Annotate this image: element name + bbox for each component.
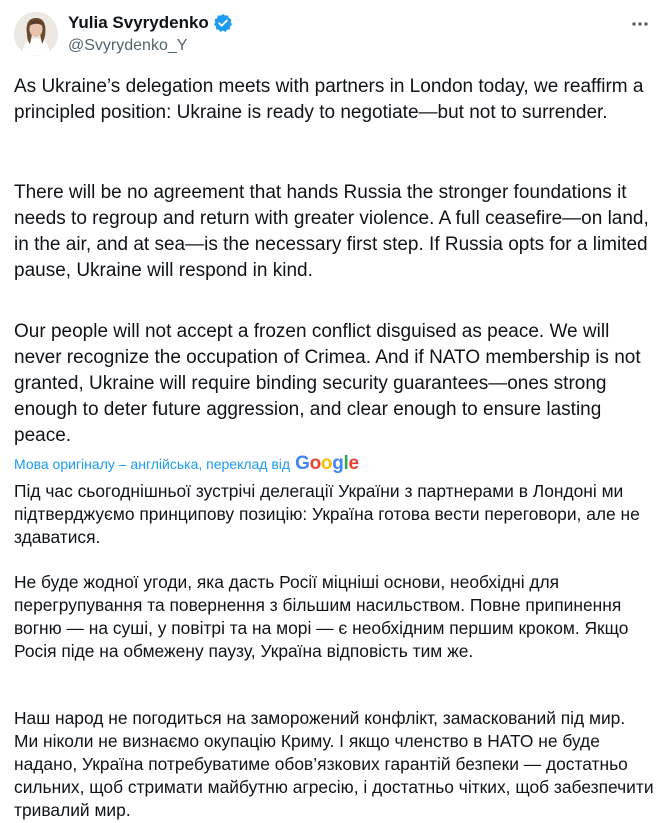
- translated-paragraph: Під час сьогоднішньої зустрічі делегації України з партнерами в Лондоні ми підтверджуємо принципову позицію: Україна готова вести переговори, але не здаватися.: [14, 481, 640, 547]
- tweet-paragraph: Our people will not accept a frozen conflict disguised as peace. We will never recognize the occupation of Crimea. And if NATO membership is not granted, Ukraine will require binding security guarantees—ones strong enough to deter future aggression, and clear enough to ensure lasting peace.: [14, 321, 641, 446]
- author-display-name[interactable]: Yulia Svyrydenko: [68, 13, 209, 32]
- tweet-paragraph: As Ukraine’s delegation meets with partners in London today, we reaffirm a principled position: Ukraine is ready to negotiate—but not to surrender.: [14, 76, 644, 123]
- more-options-icon[interactable]: [628, 12, 652, 36]
- tweet-paragraph: There will be no agreement that hands Russia the stronger foundations it needs to regroup and return with greater violence. A full ceasefire—on land, in the air, and at sea—is the necessary first step. If Russia opts for a limited pause, Ukraine will respond in kind.: [14, 182, 649, 281]
- translated-paragraph: Не буде жодної угоди, яка дасть Росії міцніші основи, необхідні для перегрупування та повернення з більшим насильством. Повне припинення вогню — на суші, у повітрі та на морі — є необхідним першим кроком. Якщо Росія піде на обмежену паузу, Україна відповість тим же.: [14, 572, 629, 661]
- author-handle[interactable]: @Svyrydenko_Y: [68, 37, 188, 54]
- verified-badge-icon: [213, 13, 233, 33]
- google-logo-letter: e: [348, 453, 359, 474]
- google-logo-letter: G: [295, 453, 310, 474]
- translated-paragraph: Наш народ не погодиться на заморожений конфлікт, замаскований під мир. Ми ніколи не визнаємо окупацію Криму. І якщо членство в НАТО не буде надано, Україна потребуватиме обов’язкових гарантій безпеки — достатньо сильних, щоб стримати майбутню агресію, і достатньо чітких, щоб забезпечити тривалий мир.: [14, 708, 654, 820]
- google-logo-letter: o: [309, 453, 321, 474]
- google-logo-letter: l: [343, 453, 349, 474]
- google-logo: [295, 454, 359, 474]
- author-name-row: [68, 12, 233, 34]
- translation-note[interactable]: Мова оригіналу – англійська, переклад від: [14, 456, 291, 472]
- avatar[interactable]: [14, 12, 58, 56]
- google-logo-letter: o: [320, 453, 333, 474]
- translation-attribution[interactable]: [14, 454, 359, 474]
- google-logo-letter: g: [332, 453, 344, 474]
